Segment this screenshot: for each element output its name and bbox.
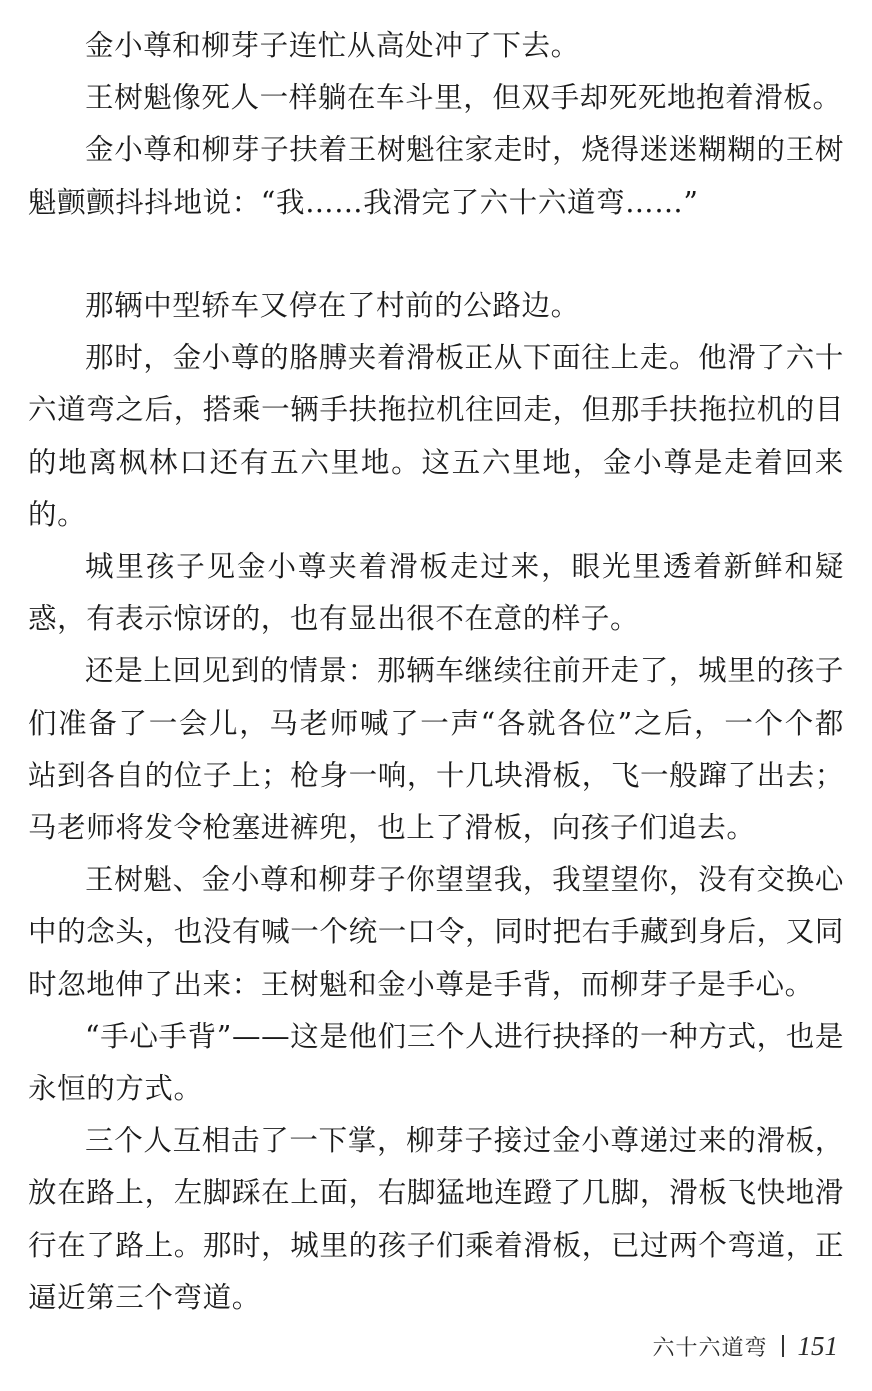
paragraph: 王树魁像死人一样躺在车斗里，但双手却死死地抱着滑板。	[85, 81, 842, 115]
page-number: 151	[797, 1330, 838, 1361]
section-two	[28, 280, 844, 1324]
paragraph: “手心手背”——这是他们三个人进行抉择的一种方式，也是永恒的方式。	[28, 1019, 844, 1106]
section-one	[28, 20, 844, 229]
paragraph: 金小尊和柳芽子连忙从高处冲了下去。	[85, 29, 580, 62]
running-title: 六十六道弯	[652, 1335, 768, 1361]
footer-divider	[782, 1335, 784, 1357]
paragraph: 城里孩子见金小尊夹着滑板走过来，眼光里透着新鲜和疑惑，有表示惊讶的，也有显出很不在意的样子。	[28, 550, 844, 636]
page-footer	[652, 1328, 838, 1364]
paragraph: 金小尊和柳芽子扶着王树魁往家走时，烧得迷迷糊糊的王树魁颤颤抖抖地说：“我……我滑完了六十六道弯……”	[28, 133, 844, 219]
paragraph: 王树魁、金小尊和柳芽子你望望我，我望望你，没有交换心中的念头，也没有喊一个统一口令，同时把右手藏到身后，又同时忽地伸了出来：王树魁和金小尊是手背，而柳芽子是手心。	[28, 863, 844, 1001]
paragraph: 还是上回见到的情景：那辆车继续往前开走了，城里的孩子们准备了一会儿，马老师喊了一声“各就各位”之后，一个个都站到各自的位子上；枪身一响，十几块滑板，飞一般蹿了出去；马老师将发令枪塞进裤兜，也上了滑板，向孩子们追去。	[28, 654, 844, 845]
paragraph: 那时，金小尊的胳膊夹着滑板正从下面往上走。他滑了六十六道弯之后，搭乘一辆手扶拖拉机往回走，但那手扶拖拉机的目的地离枫林口还有五六里地。这五六里地，金小尊是走着回来的。	[28, 341, 844, 531]
paragraph: 三个人互相击了一下掌，柳芽子接过金小尊递过来的滑板，放在路上，左脚踩在上面，右脚猛地连蹬了几脚，滑板飞快地滑行在了路上。那时，城里的孩子们乘着滑板，已过两个弯道，正逼近第三个弯道。	[28, 1124, 844, 1314]
paragraph: 那辆中型轿车又停在了村前的公路边。	[85, 289, 580, 322]
